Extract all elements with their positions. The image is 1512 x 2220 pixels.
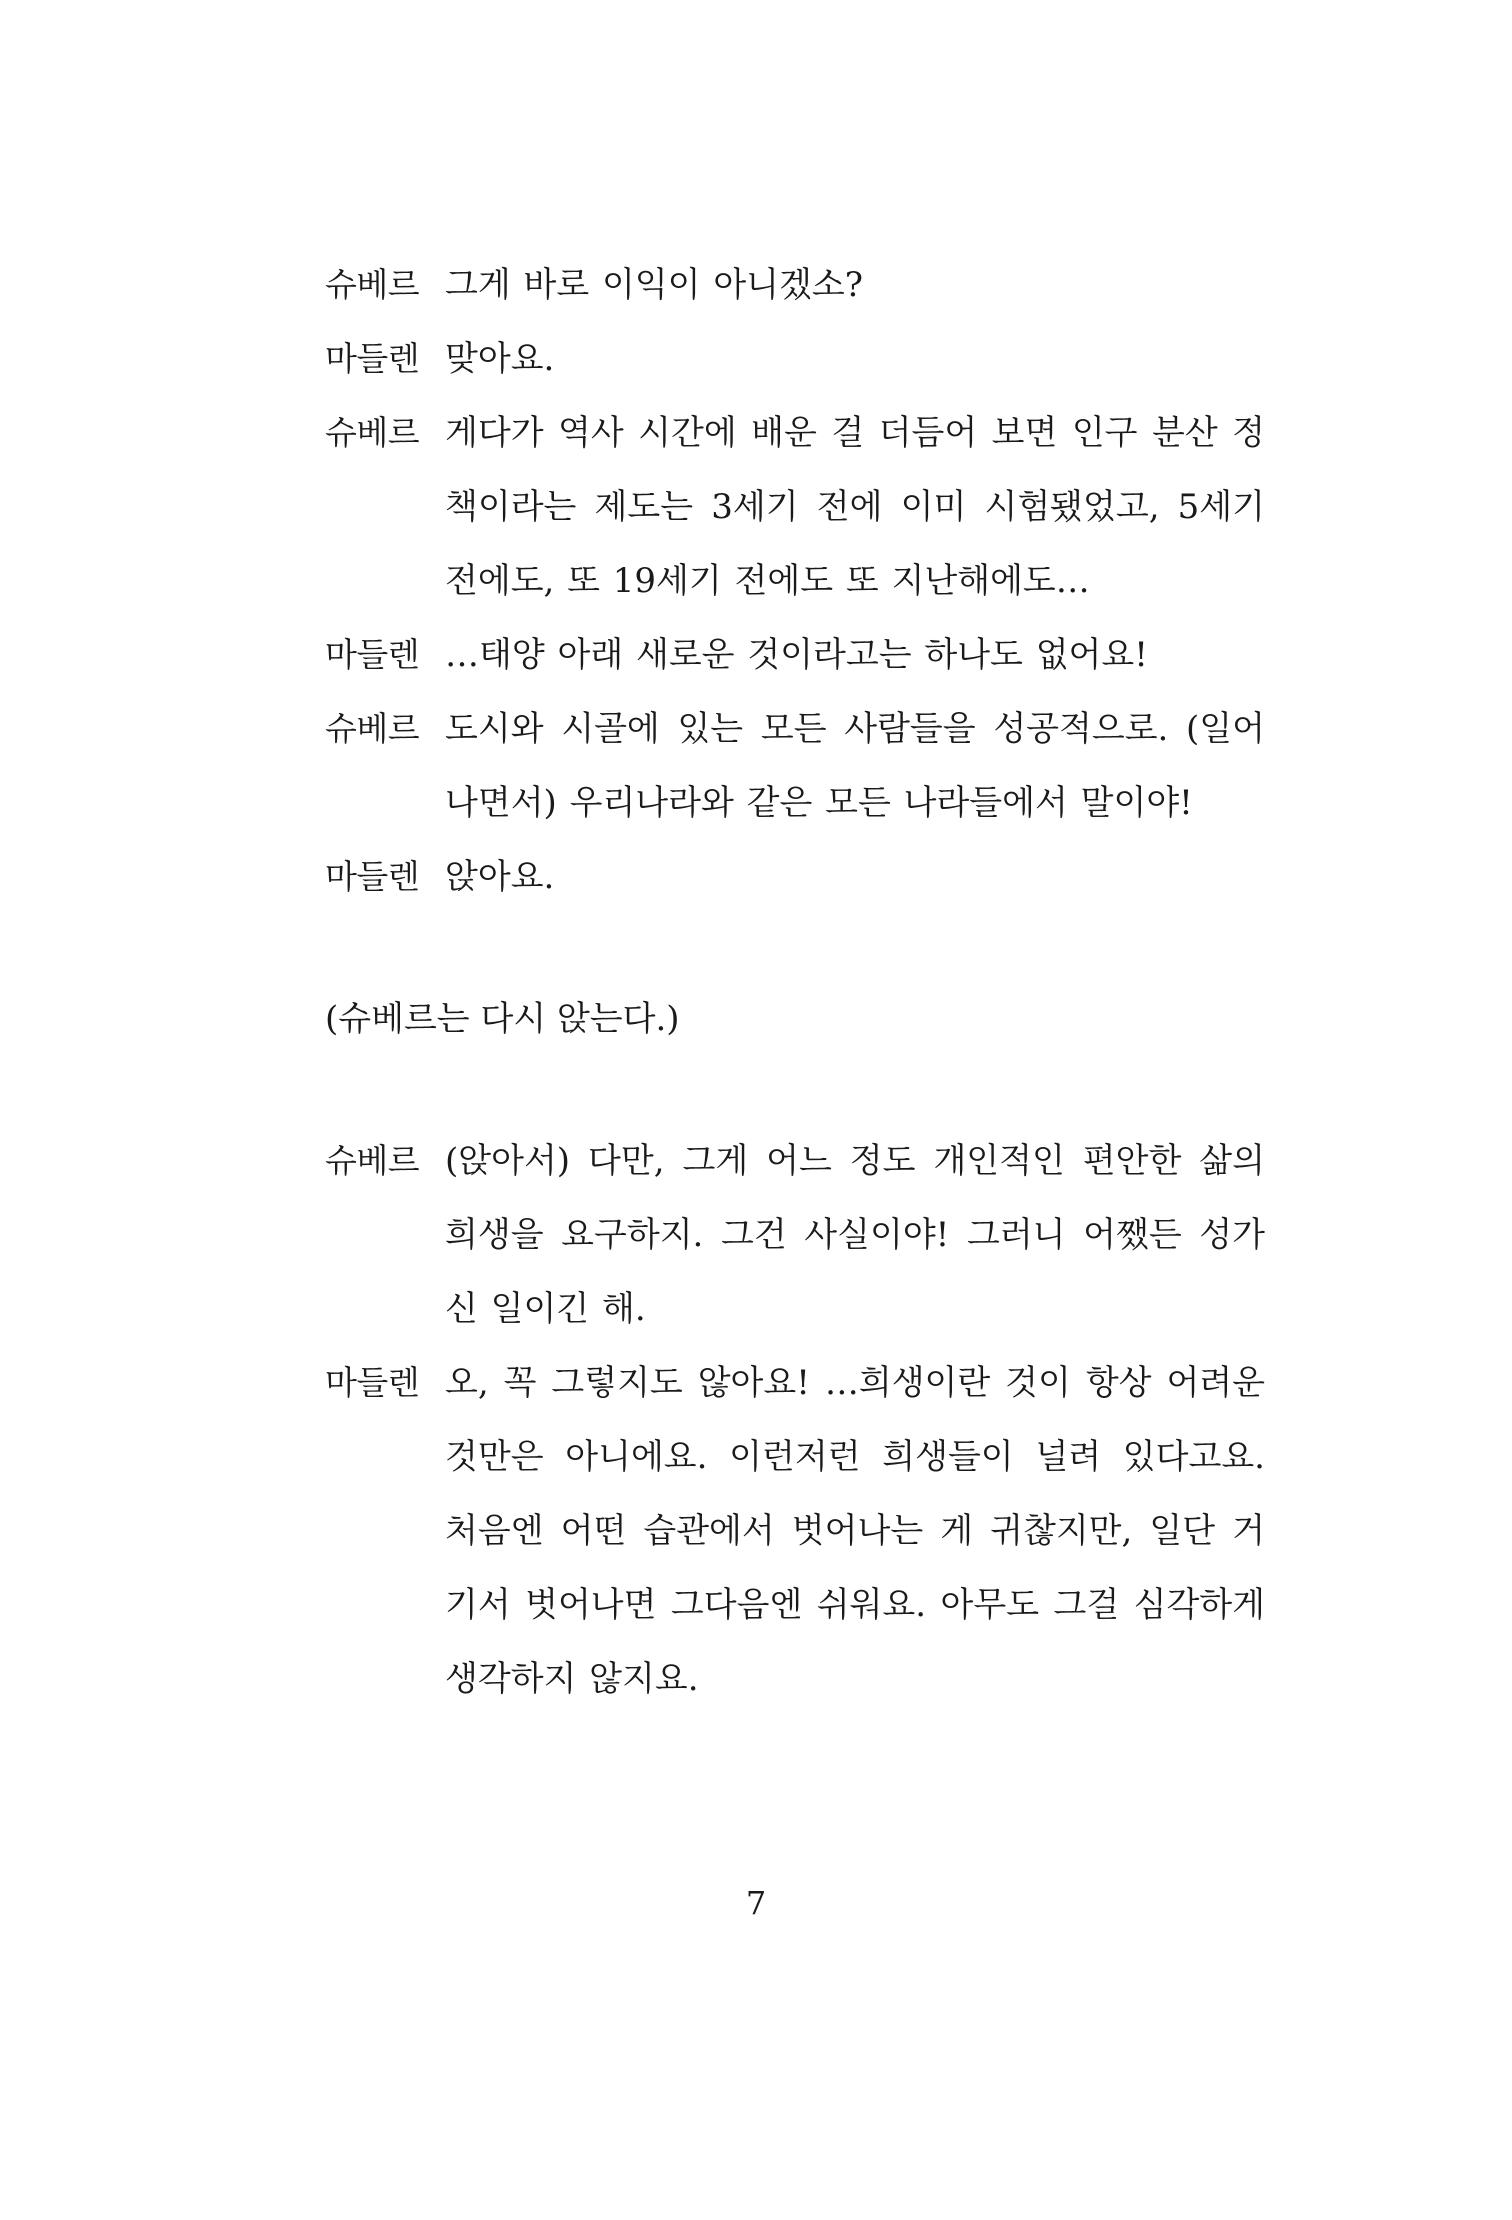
speaker-name: 마들렌 [325, 635, 420, 674]
speech-text: 맞아요. [445, 339, 555, 379]
speaker-name: 마들렌 [325, 857, 420, 896]
speech-text: 앉아요. [445, 857, 555, 897]
speaker-name: 슈베르 [325, 1141, 420, 1180]
speaker-name: 슈베르 [325, 413, 420, 452]
page-number: 7 [745, 1884, 767, 1922]
dialogue-line [325, 248, 1265, 322]
speech-text: 도시와 시골에 있는 모든 사람들을 성공적으로. (일어나면서) 우리나라와 같은 모든 나라들에서 말이야! [445, 709, 1265, 823]
dialogue-line [325, 840, 1265, 914]
dialogue-line [325, 618, 1265, 692]
dialogue-line [325, 1124, 1265, 1346]
speech-text: 게다가 역사 시간에 배운 걸 더듬어 보면 인구 분산 정책이라는 제도는 3세기 전에 이미 시험됐었고, 5세기 전에도, 또 19세기 전에도 또 지난해에도… [445, 413, 1265, 601]
dialogue-line [325, 396, 1265, 618]
speaker-name: 슈베르 [325, 709, 420, 748]
dialogue-line [325, 692, 1265, 840]
speaker-name: 마들렌 [325, 339, 420, 378]
speech-text: 그게 바로 이익이 아니겠소? [445, 265, 863, 305]
speech-text: (앉아서) 다만, 그게 어느 정도 개인적인 편안한 삶의 희생을 요구하지. 그건 사실이야! 그러니 어쨌든 성가신 일이긴 해. [445, 1141, 1265, 1329]
speech-text: …태양 아래 새로운 것이라고는 하나도 없어요! [445, 635, 1148, 675]
speaker-name: 마들렌 [325, 1363, 420, 1402]
stage-direction: (슈베르는 다시 앉는다.) [325, 999, 680, 1039]
dialogue-line [325, 322, 1265, 396]
script-body [325, 248, 1265, 1716]
dialogue-line [325, 1346, 1265, 1716]
speaker-name: 슈베르 [325, 265, 420, 304]
speech-text: 오, 꼭 그렇지도 않아요! …희생이란 것이 항상 어려운 것만은 아니에요. 이런저런 희생들이 널려 있다고요. 처음엔 어떤 습관에서 벗어나는 게 귀찮지만, 일단 거기서 벗어나면 그다음엔 쉬워요. 아무도 그걸 심각하게 생각하지 않지요. [445, 1363, 1265, 1699]
